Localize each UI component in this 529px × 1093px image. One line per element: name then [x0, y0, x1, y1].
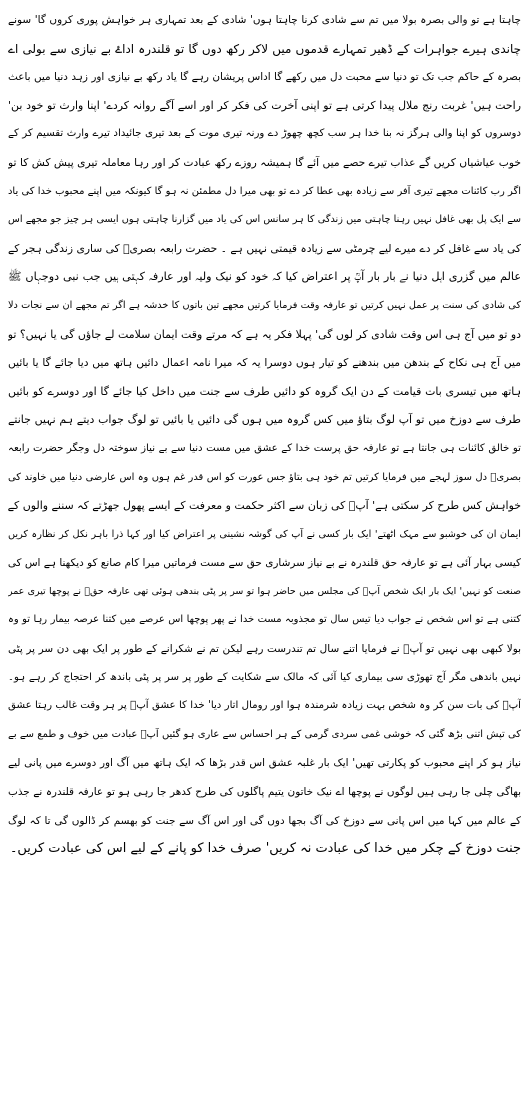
- text-line: بصریؒ دل سوز لہجے میں فرمایا کرتیں تم خود ہی بتاؤ جس عورت کو اس قدر غم ہوں وہ اس عارضی دنیا میں خاوند کی: [8, 471, 521, 483]
- text-line: نہیں باندھی مگر آج تھوڑی سی بیماری کیا آئی کہ مالک سے شکایت کے طور پر سر پر پٹی باندھ کر احتجاج کر رہے ہو۔: [8, 671, 521, 683]
- text-line: ایمان ان کی خوشبو سے مہک اٹھتے' ایک بار کسی نے آپ کی گوشہ نشینی پر اعتراض کیا اور کہا ذرا باہر نکل کر نظارہ کریں: [8, 528, 521, 540]
- text-line: نیاز ہو کر اپنے محبوب کو پکارتی تھیں' ایک بار غلبہ عشق اس قدر بڑھا کہ ایک ہاتھ میں آگ اور دوسرے میں پانی لیے: [8, 757, 521, 770]
- text-line: جنت دوزخ کے چکر میں خدا کی عبادت نہ کریں' صرف خدا کو پانے کے لیے اس کی عبادت کریں۔: [9, 841, 521, 857]
- text-line: طرف سے دوزخ میں تو آپ لوگ بتاؤ میں کس گروہ میں ہوں گی دائیں یا بائیں تو لوگ جواب دیتے ہم نہیں جانتے: [8, 413, 521, 427]
- text-line: سے ایک پل بھی غافل نہیں رہنا چاہتی میں زندگی کا ہر سانس اس کی یاد میں گزارنا چاہتی ہوں ایسی ہر چیز جو مجھے اس: [8, 214, 521, 226]
- text-line: تو خالق کائنات ہی جانتا ہے تو عارفہ حق پرست خدا کے عشق میں مست دنیا سے بے نیاز سوختہ دل وجگر حضرت رابعہ: [8, 442, 521, 454]
- text-line: اگر رب کائنات مجھے تیری آفر سے زیادہ بھی عطا کر دے تو بھی میرا دل مطمئن نہ ہو گا کیونکہ میں اپنے محبوب خدا کی یاد: [8, 185, 521, 197]
- text-line: عالم میں گزری اہل دنیا نے بار بار آپؒ پر اعتراض کیا کہ خود کو نیک ولیہ اور عارفہ کہتی ہیں جب نبی دوجہاں ﷺ: [8, 270, 521, 284]
- text-line: کی تپش اتنی بڑھ گئی کہ خوشی غمی سردی گرمی کے ہر احساس سے عاری ہو گئیں آپؒ عبادت میں خوف و طمع سے بے: [8, 728, 521, 740]
- text-line: چاندی ہیرے جواہرات کے ڈھیر تمہارے قدموں میں لاکر رکھ دوں گا تو قلندرہ اداۓ بے نیازی سے بولی اے: [8, 41, 521, 56]
- text-line: چاہتا ہے تو والی بصرہ بولا میں تم سے شادی کرنا چاہتا ہوں' شادی کے بعد تمہاری ہر خواہش پوری کروں گا' سونے: [8, 14, 521, 26]
- text-line: دوسروں کو اپنا والی ہرگز نہ بنا خدا ہر سب کچھ چھوڑ دے ورنہ تیری موت کے بعد تیری جائیداد تیرے وارث تقسیم کر کے: [8, 128, 521, 140]
- text-line: دو تو میں آج ہی اس وقت شادی کر لوں گی' پہلا فکر یہ ہے کہ مرتے وقت ایمان سلامت لے جاؤں گی یا نہیں؟ تو: [8, 327, 521, 341]
- text-line: ہاتھ میں تیسری بات قیامت کے دن ایک گروہ کو دائیں طرف سے جنت میں داخل کیا جائے گا اور دوسرے کو بائیں: [8, 384, 521, 398]
- text-line: کتنی ہے تو اس شخص نے جواب دیا تیس سال تو مجذوبہ مست خدا نے پھر پوچھا اس عرصے میں کتنا عرصہ بیمار رہا تو وہ: [8, 614, 521, 626]
- text-line: کیسی بہار آئی ہے تو عارفہ حق قلندرہ نے بے نیاز سرشاری حق سے مست فرماتیں میرا کام صانع کو دیکھنا ہے اس کی: [8, 557, 521, 570]
- text-line: راحت ہیں' غربت رنج ملال پیدا کرتی ہے تو اپنی آخرت کی فکر کر اور اسے آگے روانہ کردے' اپنا وارث تو خود بن': [8, 98, 521, 112]
- text-line: بولا کبھی بھی نہیں تو آپؒ نے فرمایا اتنے سال تم تندرست رہے لیکن تم نے شکرانے کے طور پر ایک بھی دن سر پر پٹی: [8, 643, 521, 656]
- text-line: خوب عیاشیاں کریں گے عذاب تیرے حصے میں آئے گا ہمیشہ روزے رکھ عبادت کر اور رہا معاملہ تیری پیش کش کا تو: [8, 155, 521, 169]
- text-line: بھاگی چلی جا رہی ہیں لوگوں نے پوچھا اے نیک خاتون یتیم پاگلوں کی طرح کدھر جا رہی ہو تو عارفہ قلندرہ نے جذب: [8, 786, 521, 799]
- text-line: صنعت کو نہیں' ایک بار ایک شخص آپؒ کی مجلس میں حاضر ہوا تو سر پر پٹی بندھی ہوئی تھی عارفہ حقؒ نے پوچھا تیری عمر: [8, 585, 521, 597]
- text-line: خواہش کس طرح کر سکتی ہے' آپؒ کی زبان سے اکثر حکمت و معرفت کے ایسے پھول جھڑتے کہ سننے والوں کے: [8, 499, 521, 513]
- text-line: کی شادی کی سنت پر عمل نہیں کرتیں تو عارفہ وقت فرمایا کرتیں مجھے تین باتوں کا خدشہ ہے اگر تم مجھے ان سے نجات دلا: [8, 299, 521, 311]
- text-line: کے عالم میں کہا میں اس پانی سے دوزخ کی آگ بجھا دوں گی اور اس آگ سے جنت کو بھسم کر ڈالوں گی تا کہ لوگ: [8, 814, 521, 827]
- text-line: کی یاد سے غافل کر دے میرے لیے چرمٹی سے زیادہ قیمتی نہیں ہے ۔ حضرت رابعہ بصریؒ کی ساری زندگی ہجر کے: [8, 241, 521, 255]
- urdu-text-block: [8, 6, 521, 864]
- text-line: میں آج ہی نکاح کے بندھن میں بندھنے کو تیار ہوں دوسرا یہ کہ میرا نامہ اعمال دائیں ہاتھ میں دیا جائے گا یا بائیں: [8, 356, 521, 370]
- text-line: آپؒ کی بات سن کر وہ شخص بہت زیادہ شرمندہ ہوا اور رومال اتار دیا' خدا کا عشق آپؒ پر ہر وقت غالب رہتا عشق: [8, 700, 521, 712]
- text-line: بصرہ کے حاکم جب تک تو دنیا سے محبت دل میں رکھے گا اداس پریشان رہے گا یاد رکھ بے نیازی اور زہد دنیا میں باعث: [8, 71, 521, 84]
